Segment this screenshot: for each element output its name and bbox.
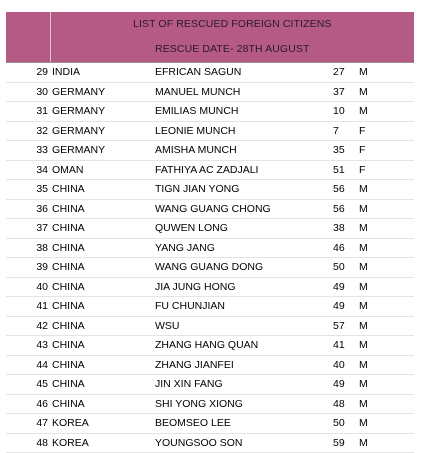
name-cell: EFRICAN SAGUN	[152, 63, 324, 83]
name-cell: ZHANG JIANFEI	[152, 355, 324, 375]
row-number: 40	[6, 277, 50, 297]
name-cell: JIN XIN FANG	[152, 375, 324, 395]
age-cell: 50	[324, 258, 354, 278]
sex-cell: M	[354, 82, 414, 102]
sex-cell: M	[354, 63, 414, 83]
age-cell: 49	[324, 375, 354, 395]
age-cell: 49	[324, 277, 354, 297]
sex-cell: F	[354, 141, 414, 161]
table-row	[6, 199, 414, 219]
name-cell: ZHANG HANG QUAN	[152, 336, 324, 356]
country-cell: CHINA	[50, 219, 152, 239]
sex-cell: M	[354, 180, 414, 200]
table-row	[6, 63, 414, 83]
table-row	[6, 121, 414, 141]
age-cell: 7	[324, 121, 354, 141]
table-title: LIST OF RESCUED FOREIGN CITIZENS	[50, 12, 414, 37]
table-row	[6, 238, 414, 258]
name-cell: TIGN JIAN YONG	[152, 180, 324, 200]
table-row	[6, 394, 414, 414]
age-cell: 59	[324, 433, 354, 453]
age-cell: 27	[324, 63, 354, 83]
sex-cell: M	[354, 336, 414, 356]
row-number: 37	[6, 219, 50, 239]
age-cell: 35	[324, 141, 354, 161]
table-row	[6, 258, 414, 278]
age-cell: 51	[324, 160, 354, 180]
table-row	[6, 375, 414, 395]
table-row	[6, 102, 414, 122]
table-row	[6, 336, 414, 356]
country-cell: GERMANY	[50, 141, 152, 161]
age-cell: 57	[324, 316, 354, 336]
table-row	[6, 297, 414, 317]
country-cell: CHINA	[50, 316, 152, 336]
row-number: 36	[6, 199, 50, 219]
country-cell: CHINA	[50, 375, 152, 395]
age-cell: 46	[324, 238, 354, 258]
rescue-date: RESCUE DATE- 28TH AUGUST	[50, 37, 414, 63]
age-cell: 40	[324, 355, 354, 375]
sex-cell: M	[354, 433, 414, 453]
row-number: 44	[6, 355, 50, 375]
header-blank-cell	[6, 12, 50, 37]
row-number: 29	[6, 63, 50, 83]
age-cell: 48	[324, 394, 354, 414]
row-number: 35	[6, 180, 50, 200]
table-row	[6, 141, 414, 161]
row-number: 31	[6, 102, 50, 122]
table-row	[6, 316, 414, 336]
age-cell: 37	[324, 82, 354, 102]
country-cell: CHINA	[50, 297, 152, 317]
country-cell: CHINA	[50, 238, 152, 258]
name-cell: LEONIE MUNCH	[152, 121, 324, 141]
age-cell: 56	[324, 180, 354, 200]
name-cell: QUWEN LONG	[152, 219, 324, 239]
name-cell: WSU	[152, 316, 324, 336]
country-cell: CHINA	[50, 180, 152, 200]
country-cell: CHINA	[50, 258, 152, 278]
age-cell: 49	[324, 297, 354, 317]
country-cell: CHINA	[50, 394, 152, 414]
name-cell: YANG JANG	[152, 238, 324, 258]
name-cell: MANUEL MUNCH	[152, 82, 324, 102]
country-cell: OMAN	[50, 160, 152, 180]
table-title-row	[6, 12, 414, 37]
sex-cell: M	[354, 258, 414, 278]
name-cell: FATHIYA AC ZADJALI	[152, 160, 324, 180]
age-cell: 56	[324, 199, 354, 219]
row-number: 39	[6, 258, 50, 278]
age-cell: 41	[324, 336, 354, 356]
age-cell: 50	[324, 414, 354, 434]
country-cell: GERMANY	[50, 82, 152, 102]
name-cell: BEOMSEO LEE	[152, 414, 324, 434]
row-number: 48	[6, 433, 50, 453]
country-cell: CHINA	[50, 336, 152, 356]
table-row	[6, 433, 414, 453]
table-body	[6, 63, 414, 453]
rescued-citizens-sheet	[6, 12, 414, 453]
sex-cell: M	[354, 277, 414, 297]
table-row	[6, 414, 414, 434]
country-cell: KOREA	[50, 414, 152, 434]
row-number: 33	[6, 141, 50, 161]
row-number: 34	[6, 160, 50, 180]
row-number: 30	[6, 82, 50, 102]
sex-cell: F	[354, 121, 414, 141]
country-cell: CHINA	[50, 355, 152, 375]
country-cell: GERMANY	[50, 102, 152, 122]
row-number: 38	[6, 238, 50, 258]
name-cell: WANG GUANG CHONG	[152, 199, 324, 219]
sex-cell: F	[354, 160, 414, 180]
country-cell: KOREA	[50, 433, 152, 453]
name-cell: SHI YONG XIONG	[152, 394, 324, 414]
country-cell: CHINA	[50, 199, 152, 219]
country-cell: GERMANY	[50, 121, 152, 141]
country-cell: CHINA	[50, 277, 152, 297]
table-row	[6, 219, 414, 239]
table-row	[6, 277, 414, 297]
sex-cell: M	[354, 297, 414, 317]
age-cell: 38	[324, 219, 354, 239]
sex-cell: M	[354, 375, 414, 395]
sex-cell: M	[354, 316, 414, 336]
row-number: 42	[6, 316, 50, 336]
table-row	[6, 82, 414, 102]
age-cell: 10	[324, 102, 354, 122]
sex-cell: M	[354, 199, 414, 219]
table-row	[6, 355, 414, 375]
name-cell: FU CHUNJIAN	[152, 297, 324, 317]
rescued-citizens-table	[6, 12, 414, 453]
row-number: 32	[6, 121, 50, 141]
sex-cell: M	[354, 355, 414, 375]
header-blank-cell	[6, 37, 50, 63]
row-number: 46	[6, 394, 50, 414]
name-cell: AMISHA MUNCH	[152, 141, 324, 161]
row-number: 45	[6, 375, 50, 395]
table-row	[6, 160, 414, 180]
table-row	[6, 180, 414, 200]
name-cell: YOUNGSOO SON	[152, 433, 324, 453]
name-cell: EMILIAS MUNCH	[152, 102, 324, 122]
table-subtitle-row	[6, 37, 414, 63]
sex-cell: M	[354, 394, 414, 414]
name-cell: JIA JUNG HONG	[152, 277, 324, 297]
country-cell: INDIA	[50, 63, 152, 83]
sex-cell: M	[354, 414, 414, 434]
row-number: 43	[6, 336, 50, 356]
name-cell: WANG GUANG DONG	[152, 258, 324, 278]
sex-cell: M	[354, 102, 414, 122]
sex-cell: M	[354, 219, 414, 239]
sex-cell: M	[354, 238, 414, 258]
row-number: 47	[6, 414, 50, 434]
row-number: 41	[6, 297, 50, 317]
